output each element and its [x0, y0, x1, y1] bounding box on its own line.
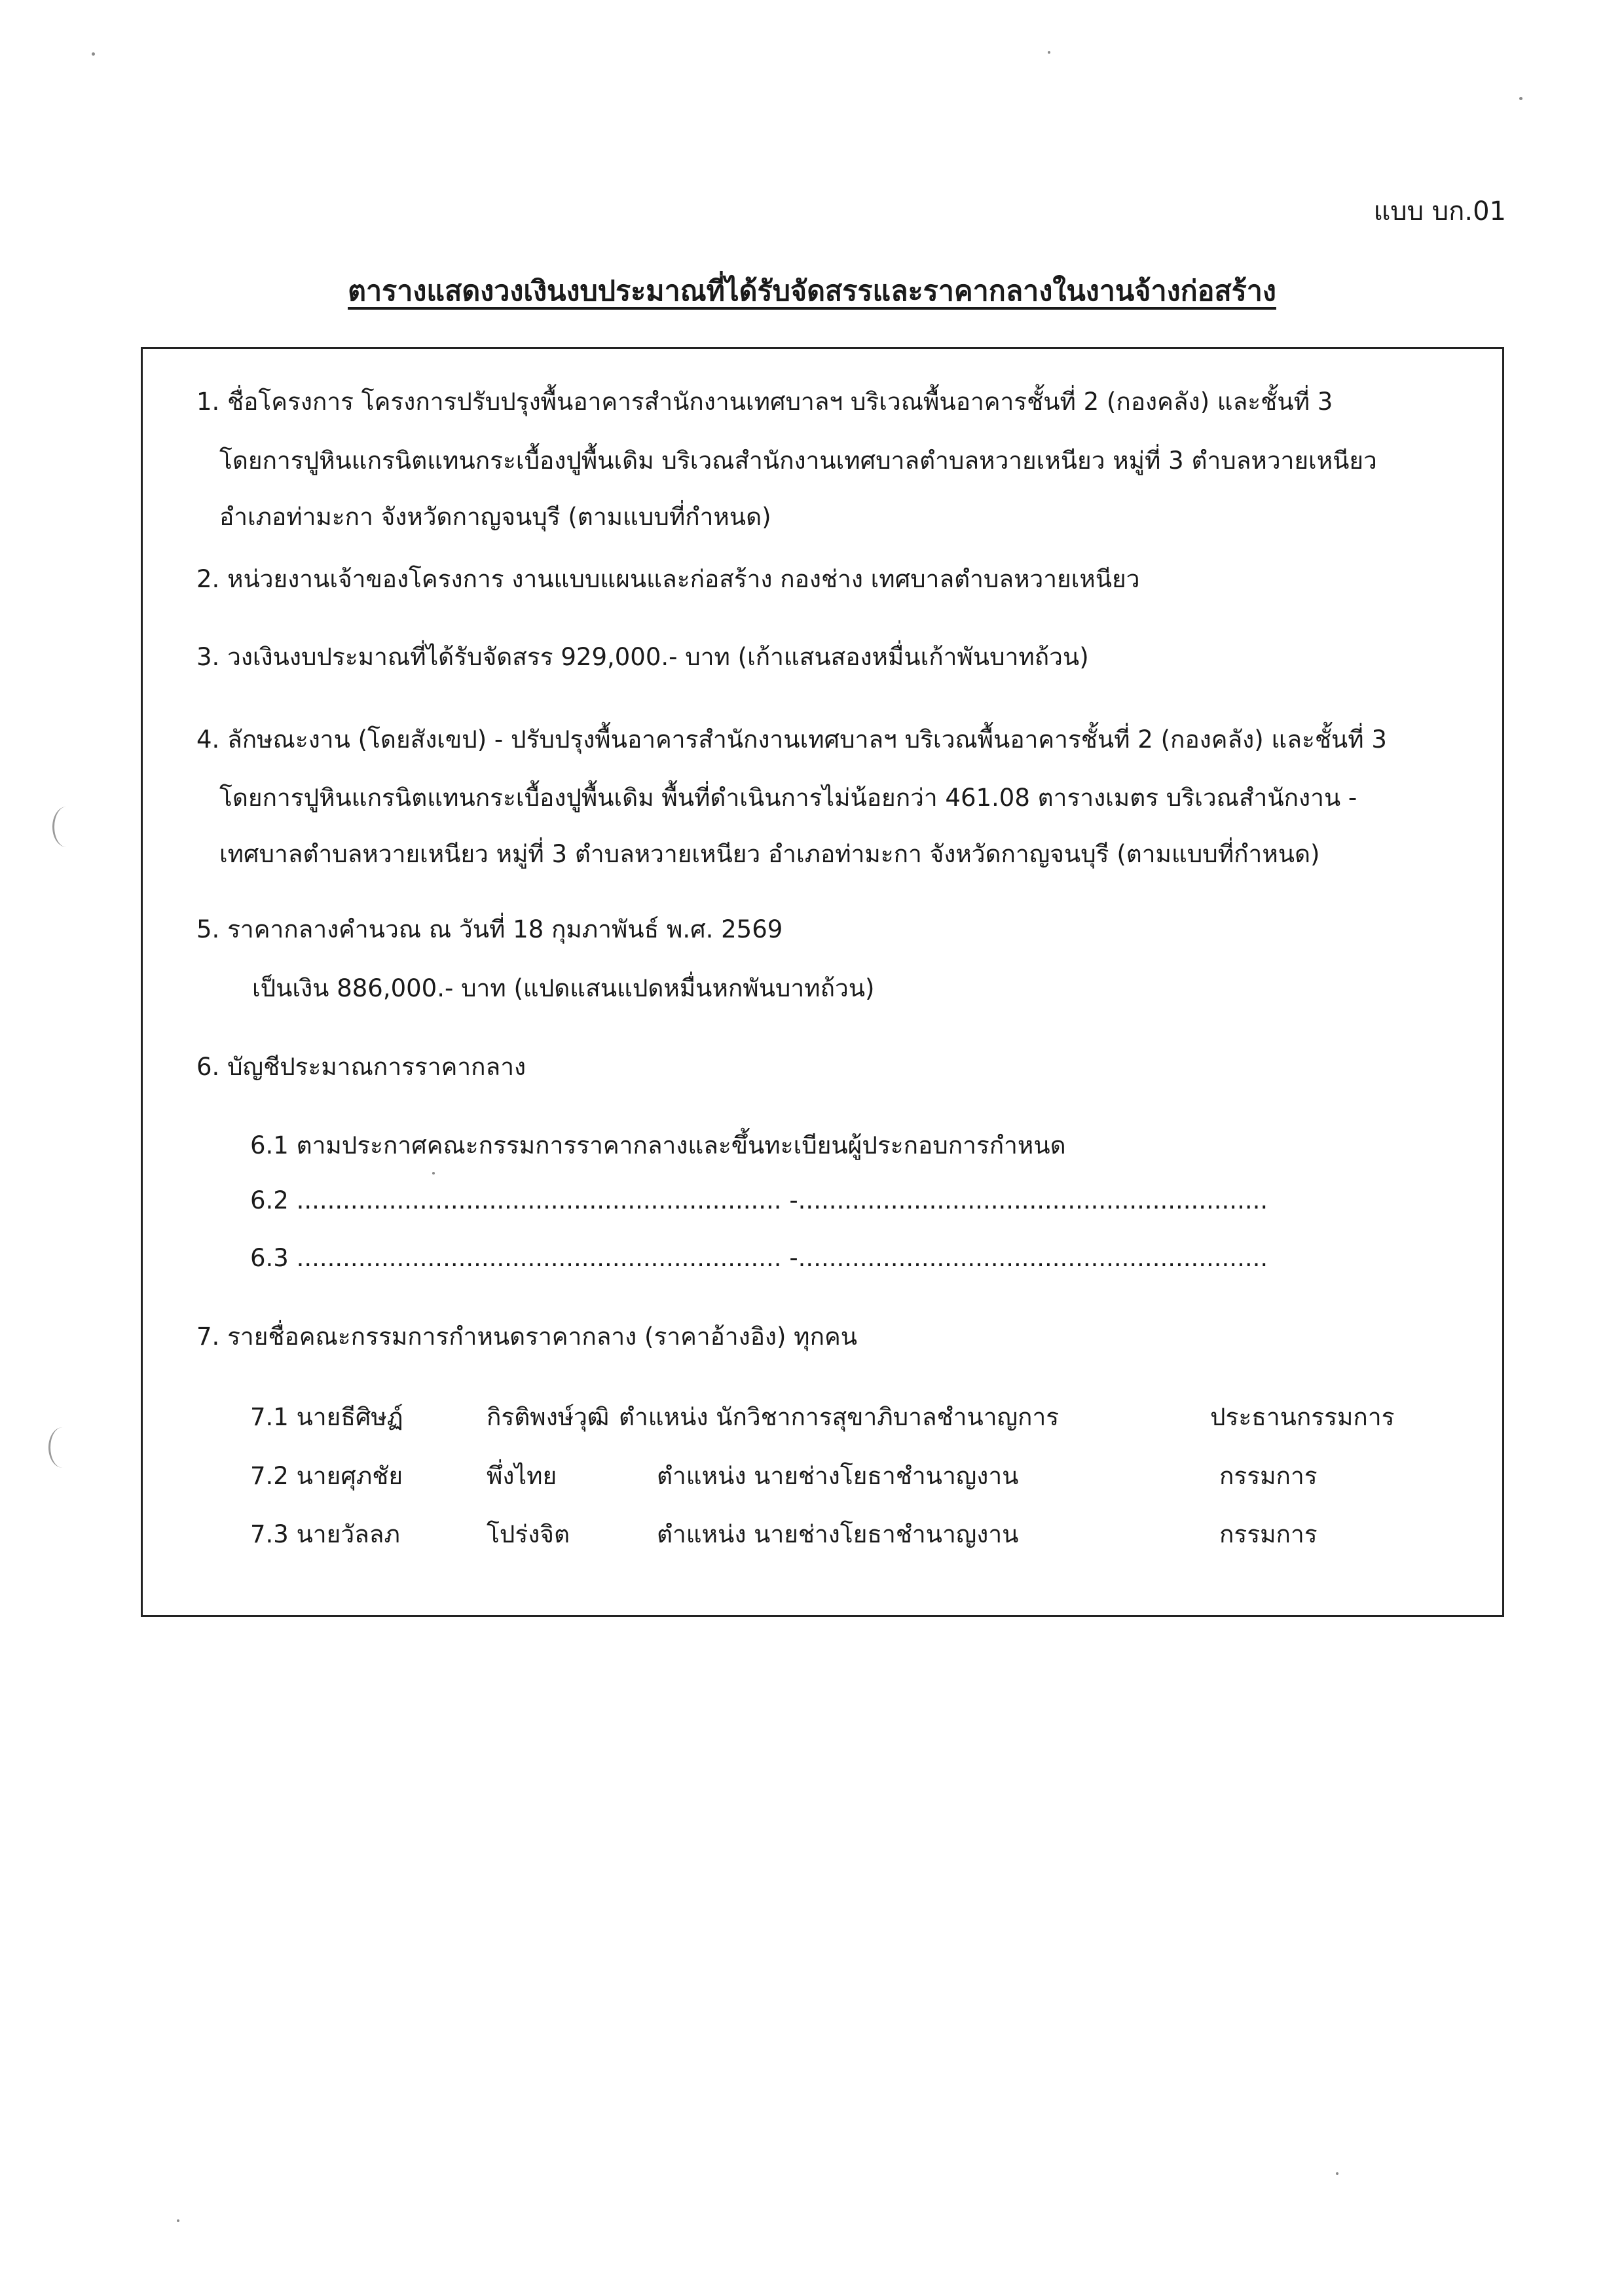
item1-project-name: 1. ชื่อโครงการ โครงการปรับปรุงพื้นอาคารสำนักงานเทศบาลฯ บริเวณพื้นอาคารชั้นที่ 2 (กองคลัง) และชั้นที่ 3	[196, 388, 1333, 416]
member-first-name: 7.1 นายธีศิษฏ์	[250, 1403, 403, 1431]
document-title: ตารางแสดงวงเงินงบประมาณที่ได้รับจัดสรรและราคากลางในงานจ้างก่อสร้าง	[348, 275, 1276, 308]
member-last-name: โปร่งจิต	[487, 1520, 570, 1548]
item4-work-description-cont: โดยการปูหินแกรนิตแทนกระเบื้องปูพื้นเดิม พื้นที่ดำเนินการไม่น้อยกว่า 461.08 ตารางเมตร บริเวณสำนักงาน -	[219, 784, 1357, 812]
item4-work-description-cont: เทศบาลตำบลหวายเหนียว หมู่ที่ 3 ตำบลหวายเหนียว อำเภอท่ามะกา จังหวัดกาญจนบุรี (ตามแบบที่กำหนด)	[219, 840, 1320, 868]
member-last-name: พึ่งไทย	[487, 1462, 557, 1490]
item4-work-description: 4. ลักษณะงาน (โดยสังเขป) - ปรับปรุงพื้นอาคารสำนักงานเทศบาลฯ บริเวณพื้นอาคารชั้นที่ 2 (กองคลัง) และชั้นที่ 3	[196, 725, 1387, 754]
scan-speck	[92, 52, 95, 56]
member-first-name: 7.3 นายวัลลภ	[250, 1520, 400, 1548]
item6-sub2: 6.2 ............................................................... -.............................................................	[250, 1186, 1268, 1214]
item6-sub1: 6.1 ตามประกาศคณะกรรมการราคากลางและขึ้นทะเบียนผู้ประกอบการกำหนด	[250, 1131, 1066, 1159]
member-role: ประธานกรรมการ	[1210, 1403, 1395, 1431]
item6-heading: 6. บัญชีประมาณการราคากลาง	[196, 1053, 526, 1081]
item1-project-name-cont: อำเภอท่ามะกา จังหวัดกาญจนบุรี (ตามแบบที่กำหนด)	[219, 503, 771, 531]
item1-project-name-cont: โดยการปูหินแกรนิตแทนกระเบื้องปูพื้นเดิม บริเวณสำนักงานเทศบาลตำบลหวายเหนียว หมู่ที่ 3 ตำบลหวายเหนียว	[219, 446, 1377, 475]
scan-speck	[1519, 97, 1522, 100]
scan-speck	[1048, 51, 1050, 54]
item5-median-price-amount: เป็นเงิน 886,000.- บาท (แปดแสนแปดหมื่นหกพันบาทถ้วน)	[252, 974, 875, 1002]
scan-speck	[1336, 2172, 1338, 2175]
item3-budget: 3. วงเงินงบประมาณที่ได้รับจัดสรร 929,000.- บาท (เก้าแสนสองหมื่นเก้าพันบาทถ้วน)	[196, 643, 1089, 671]
member-role: กรรมการ	[1219, 1520, 1318, 1548]
member-last-name: กิรติพงษ์วุฒิ	[487, 1403, 610, 1431]
item6-sub3: 6.3 ............................................................... -.............................................................	[250, 1244, 1268, 1272]
member-position: ตำแหน่ง นักวิชาการสุขาภิบาลชำนาญการ	[619, 1403, 1060, 1431]
item5-median-price-date: 5. ราคากลางคำนวณ ณ วันที่ 18 กุมภาพันธ์ พ.ศ. 2569	[196, 915, 783, 943]
punch-hole-mark	[48, 1427, 77, 1468]
form-code: แบบ บก.01	[1373, 196, 1506, 227]
item7-heading: 7. รายชื่อคณะกรรมการกำหนดราคากลาง (ราคาอ้างอิง) ทุกคน	[196, 1322, 858, 1351]
item2-owner-agency: 2. หน่วยงานเจ้าของโครงการ งานแบบแผนและก่อสร้าง กองช่าง เทศบาลตำบลหวายเหนียว	[196, 565, 1140, 593]
member-role: กรรมการ	[1219, 1462, 1318, 1490]
member-position: ตำแหน่ง นายช่างโยธาชำนาญงาน	[657, 1462, 1019, 1490]
scan-speck	[177, 2219, 179, 2222]
punch-hole-mark	[52, 807, 81, 847]
member-position: ตำแหน่ง นายช่างโยธาชำนาญงาน	[657, 1520, 1019, 1548]
member-first-name: 7.2 นายศุภชัย	[250, 1462, 403, 1490]
